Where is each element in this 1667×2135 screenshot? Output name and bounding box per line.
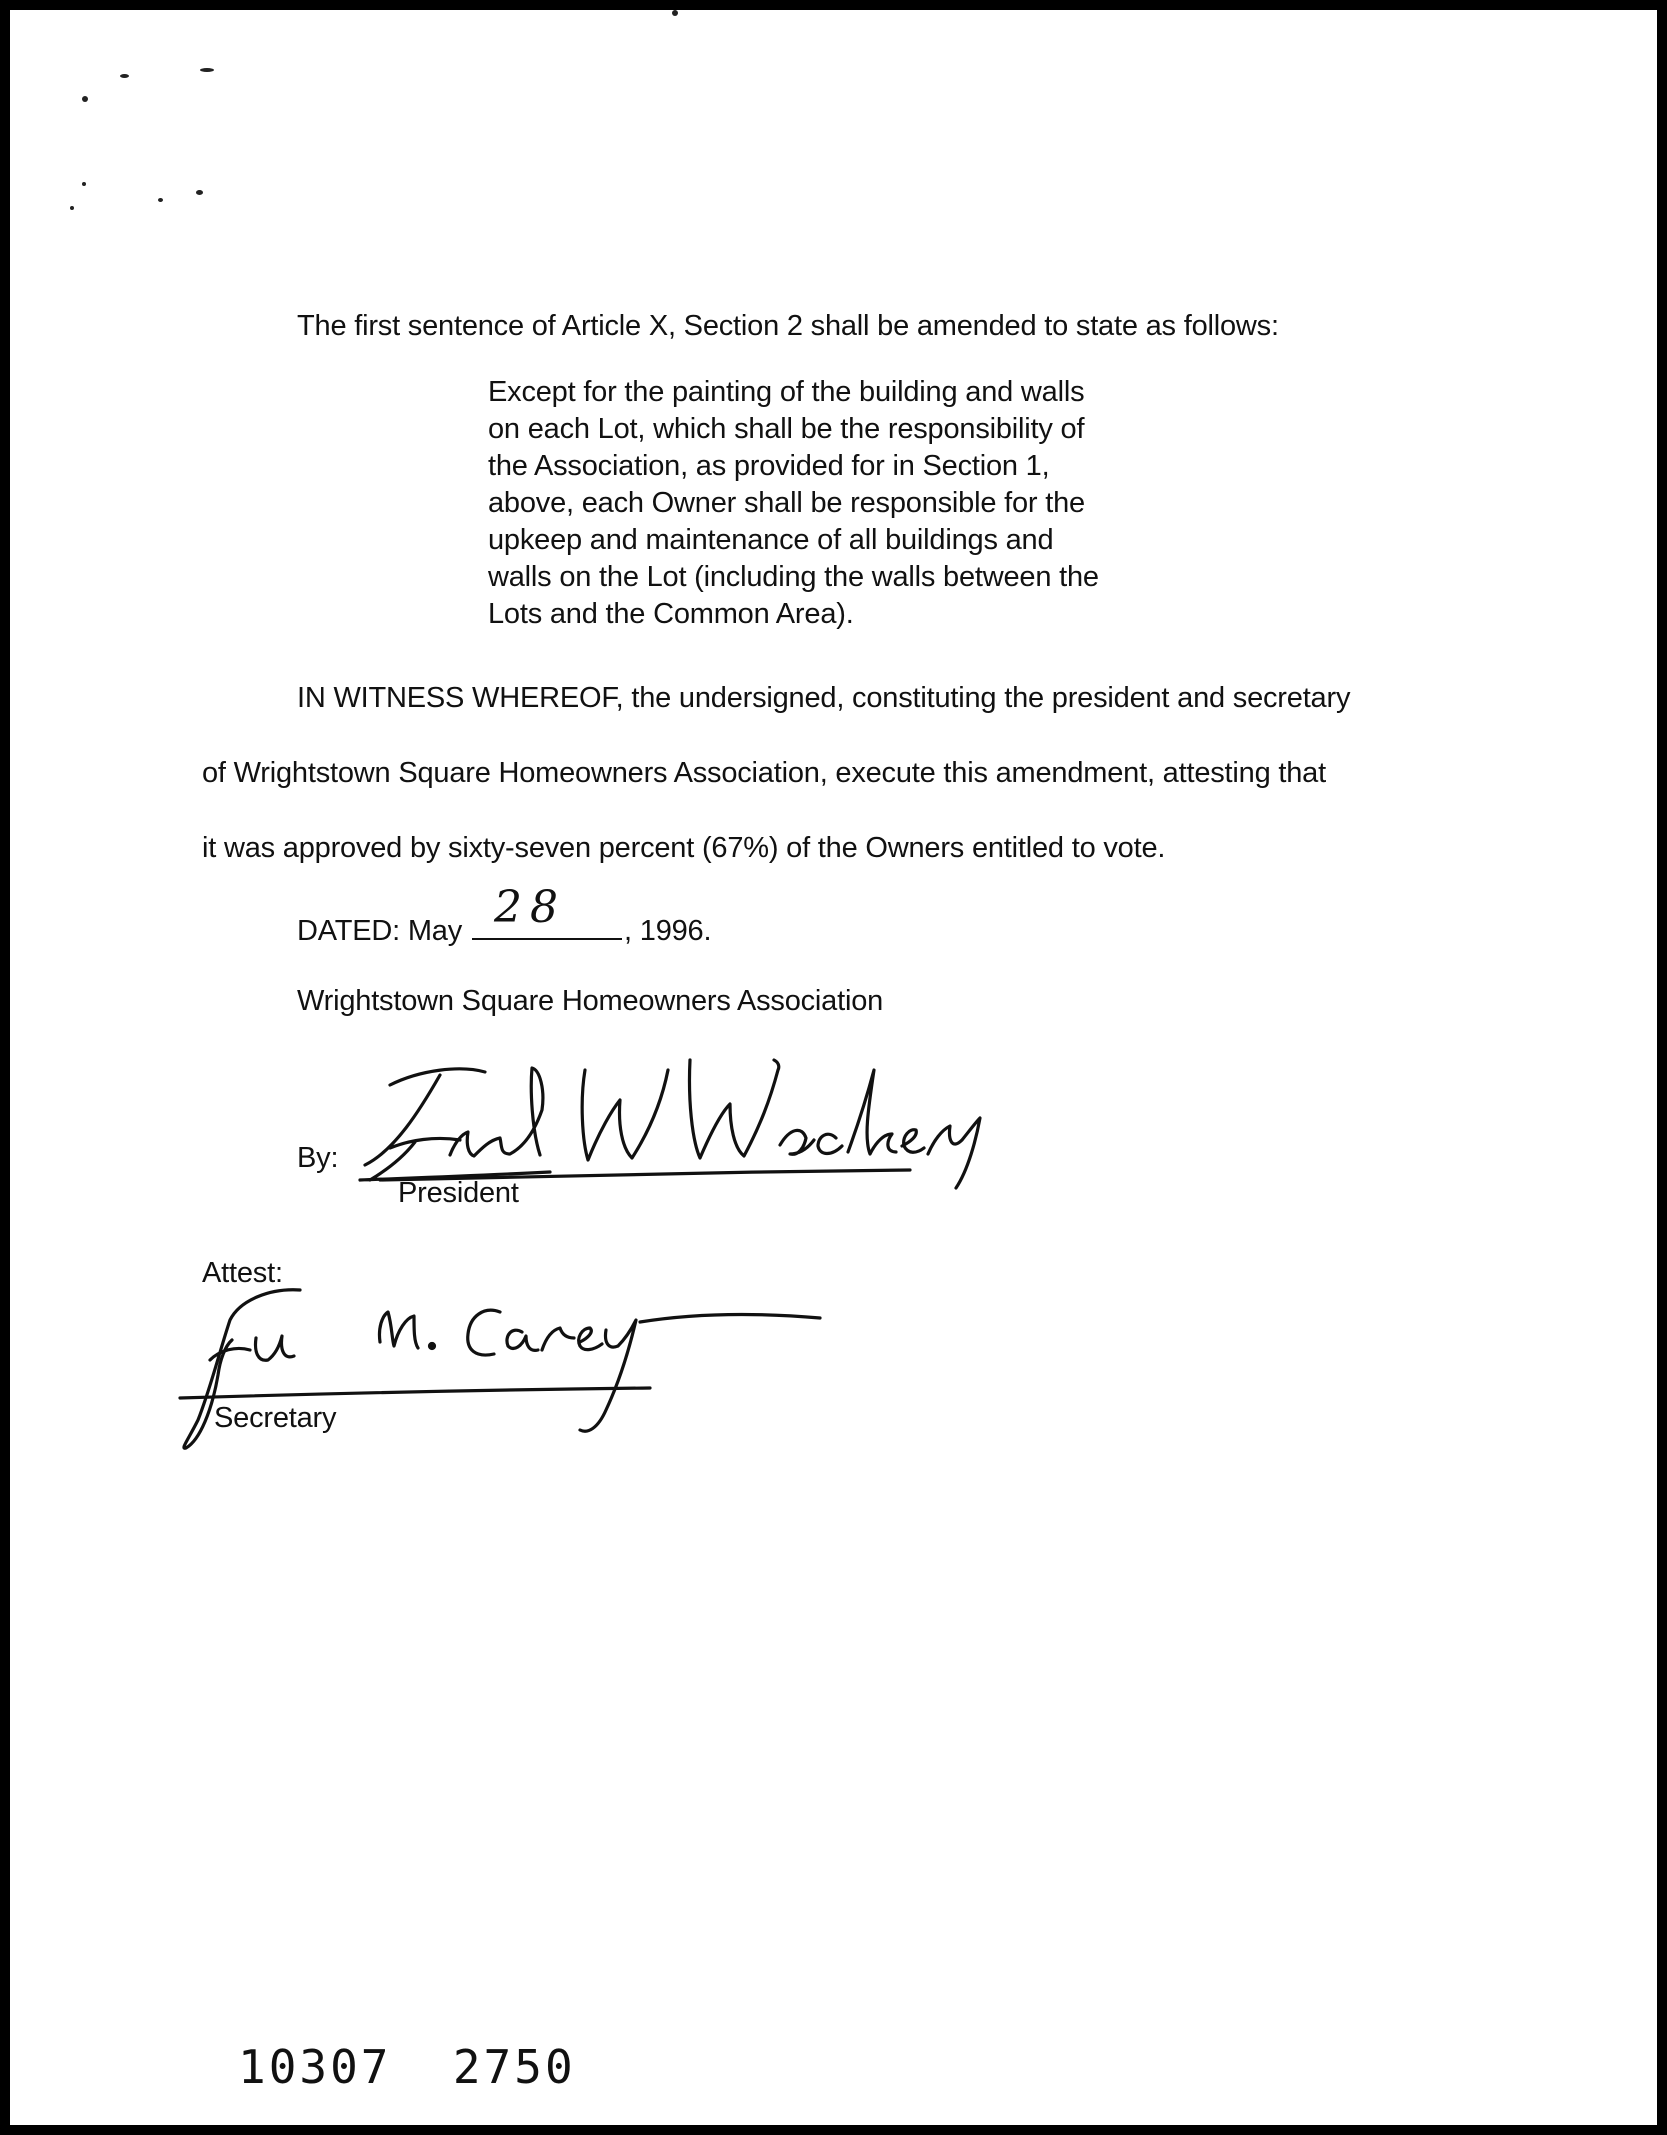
intro-sentence: The first sentence of Article X, Section 2 shall be amended to state as follows: [297,310,1279,342]
association-name: Wrightstown Square Homeowners Association [297,985,884,1017]
dated-suffix: , 1996. [624,915,712,947]
scan-speck [70,206,74,210]
amendment-line: walls on the Lot (including the walls between the [488,561,1099,593]
witness-line: it was approved by sixty-seven percent (67%) of the Owners entitled to vote. [202,832,1166,864]
amendment-text-block [488,374,1188,633]
secretary-title: Secretary [214,1402,337,1434]
amendment-line: Except for the painting of the building and walls [488,376,1085,408]
scan-speck [672,10,678,16]
dated-prefix: DATED: May [297,915,463,947]
president-title: President [398,1177,519,1209]
scan-speck [82,96,88,102]
document-page [10,10,1657,2125]
witness-line: of Wrightstown Square Homeowners Association, execute this amendment, attesting that [202,757,1326,789]
by-label: By: [297,1142,339,1174]
scan-speck [120,74,129,78]
document-number: 10307 2750 [238,2040,576,2094]
amendment-line: above, each Owner shall be responsible for the [488,487,1085,519]
witness-line: IN WITNESS WHEREOF, the undersigned, constituting the president and secretary [297,682,1351,714]
amendment-line: upkeep and maintenance of all buildings and [488,524,1054,556]
attest-label: Attest: [202,1257,283,1289]
scan-speck [82,182,86,186]
amendment-line: on each Lot, which shall be the responsibility of [488,413,1085,445]
scan-speck [158,198,163,202]
date-blank [472,882,622,940]
amendment-line: Lots and the Common Area). [488,598,854,630]
scan-speck [196,190,203,195]
scan-speck [200,68,214,72]
dated-line [297,882,712,949]
amendment-line: the Association, as provided for in Section 1, [488,450,1050,482]
handwritten-day: 28 [494,882,567,933]
president-signature [350,1030,1050,1190]
